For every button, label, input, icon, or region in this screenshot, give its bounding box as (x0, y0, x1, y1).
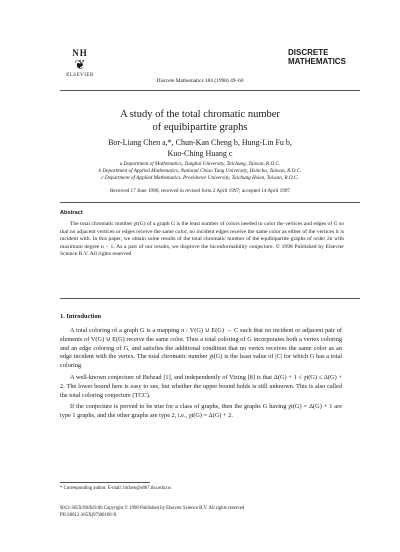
paragraph: A well-known conjecture of Behzad [1], and independently of Vizing [8] is that Δ(G) + 1 ≤ χt(G) ≤ Δ(G) + 2. The lower bound here is easy to see, but whether the upper bound holds is still unknown. This is also called the total coloring conjecture (TCC). (60, 373, 342, 399)
header-rule (60, 90, 360, 91)
journal-name (288, 48, 346, 66)
paragraph: If the conjecture is proved to be true for a class of graphs, then the graphs G having χt(G) = Δ(G) + 1 are type 1 graphs, and the other graphs are type 2, i.e., χt(G) = Δ(G) + 2. (60, 403, 342, 420)
abstract-top-rule (60, 202, 360, 203)
affiliation-b: b Department of Applied Mathematics, National Chiao Tung University, Hsinchu, Taiwan, R.O.C. (98, 168, 302, 174)
footnote: * Corresponding author. E-mail: blchen@s867.thu.edu.tw. (60, 486, 172, 491)
affiliation-a: a Department of Mathematics, Tunghai University, Taichung, Taiwan, R.O.C. (119, 161, 281, 167)
pii-line: PII S0012-365X(97)00160-X (60, 512, 117, 518)
title-line1: A study of the total chromatic number (120, 109, 280, 120)
article-title (0, 108, 400, 134)
affiliation-c: c Department of Applied Mathematics, Providence University, Taichung Hsien, Taiwan, R.O.C. (101, 175, 299, 181)
received-dates: Received 17 June 1996; received in revised form 2 April 1997; accepted 14 April 1997 (109, 188, 291, 194)
paragraph: A total coloring of a graph G is a mapping π : V(G) ∪ E(G) → C such that no incident or adjacent pair of elements of V(G) ∪ E(G) receive the same color. Thus a total coloring of G incorporates both a vertex coloring and an edge coloring of G, and satisfies the additional condition that no vertex receives the same color as an edge incident with the vertex. The total chromatic number χt(G) is the least value of |C| for which G has a total coloring. (60, 327, 342, 370)
title-line2: of equibipartite graphs (152, 122, 248, 133)
tree-icon: ❦ (74, 57, 86, 72)
journal-name-line2: MATHEMATICS (288, 57, 346, 66)
authors-line1: Bor-Liang Chen a,*, Chun-Kan Cheng b, Hung-Lin Fu b, (108, 138, 292, 147)
journal-name-line1: DISCRETE (288, 48, 329, 57)
section-heading: 1. Introduction (60, 313, 102, 320)
affiliations (0, 161, 400, 182)
logo-mark: NH (72, 48, 88, 58)
copyright-line: 0012-365X/98/$19.00 Copyright © 1998 Published by Elsevier Science B.V. All rights reserved (60, 506, 245, 511)
copyright (60, 506, 244, 520)
introduction-body (60, 327, 342, 424)
authors-line2: Kuo-Ching Huang c (167, 149, 233, 158)
abstract-text: The total chromatic number χt(G) of a graph G is the least number of colors needed to color the vertices and edges of G so that no adjacent vertices or edges receive the same color, no incident edges receive the same color as either of the vertices it is incident with. In this paper, we obtain some results of the total chromatic number of the equibipartite graphs of order 2n with maximum degree n − 1. As a part of our results, we disprove the biconformability conjecture. © 1998 Published by Elsevier Science B.V. All rights reserved (60, 221, 345, 258)
author-list (0, 137, 400, 159)
abstract-heading: Abstract (60, 210, 83, 216)
publisher-logo (60, 48, 100, 78)
abstract-bottom-rule (60, 298, 360, 299)
journal-citation: Discrete Mathematics 184 (1998) 49–60 (156, 78, 244, 84)
footnote-rule (60, 482, 150, 483)
publisher-name: ELSEVIER (66, 73, 94, 78)
